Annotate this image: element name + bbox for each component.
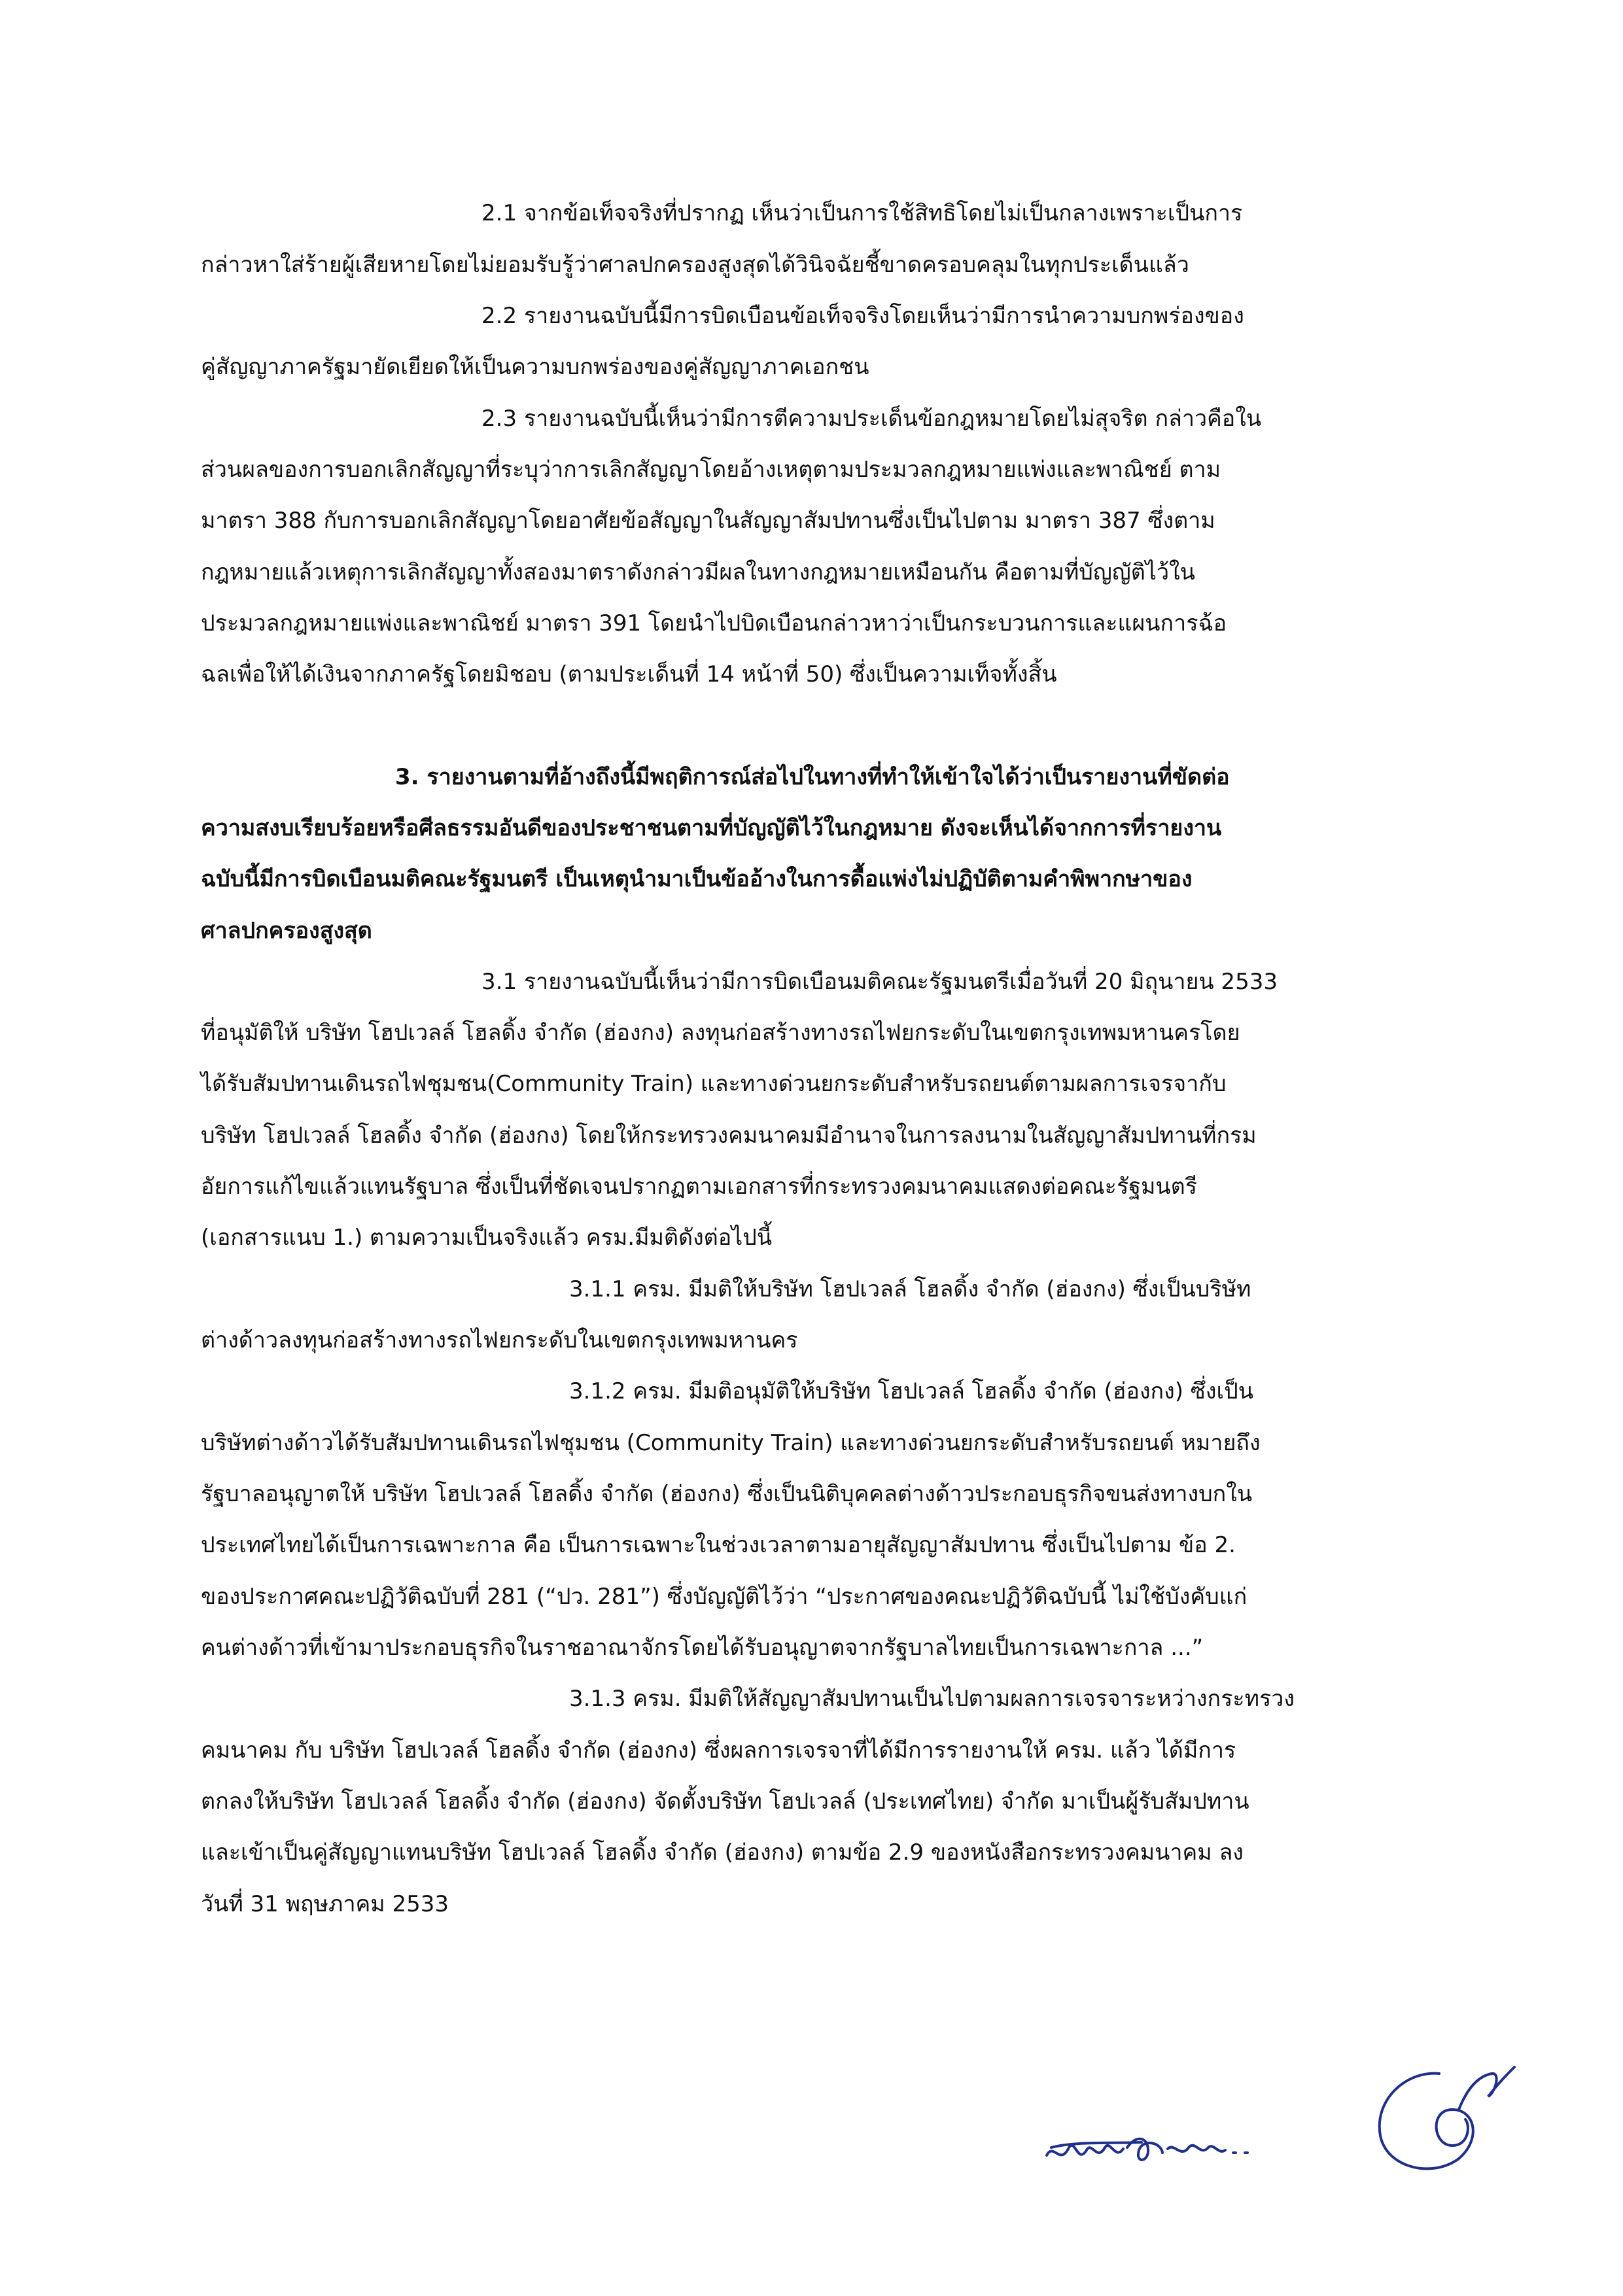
document-line: ประมวลกฎหมายแพ่งและพาณิชย์ มาตรา 391 โดยนำไปบิดเบือนกล่าวหาว่าเป็นกระบวนการและแผนการฉ้อ: [201, 610, 1227, 636]
document-line: ที่อนุมัติให้ บริษัท โฮปเวลล์ โฮลดิ้ง จำกัด (ฮ่องกง) ลงทุนก่อสร้างทางรถไฟยกระดับในเขตกรุงเทพมหานครโดย: [201, 1020, 1240, 1046]
document-line: ศาลปกครองสูงสุด: [201, 918, 372, 944]
document-line: 3.1 รายงานฉบับนี้เห็นว่ามีการบิดเบือนมติคณะรัฐมนตรีเมื่อวันที่ 20 มิถุนายน 2533: [481, 969, 1278, 995]
document-line: ฉลเพื่อให้ได้เงินจากภาครัฐโดยมิชอบ (ตามประเด็นที่ 14 หน้าที่ 50) ซึ่งเป็นความเท็จทั้งสิ้น: [201, 661, 1057, 687]
document-line: 3.1.1 ครม. มีมติให้บริษัท โฮปเวลล์ โฮลดิ้ง จำกัด (ฮ่องกง) ซึ่งเป็นบริษัท: [569, 1276, 1251, 1302]
document-line: ได้รับสัมปทานเดินรถไฟชุมชน(Community Train) และทางด่วนยกระดับสำหรับรถยนต์ตามผลการเจรจากับ: [201, 1071, 1227, 1097]
document-line: 2.1 จากข้อเท็จจริงที่ปรากฏ เห็นว่าเป็นการใช้สิทธิโดยไม่เป็นกลางเพราะเป็นการ: [481, 200, 1243, 226]
document-line: และเข้าเป็นคู่สัญญาแทนบริษัท โฮปเวลล์ โฮลดิ้ง จำกัด (ฮ่องกง) ตามข้อ 2.9 ของหนังสือกระทรวงคมนาคม ลง: [201, 1839, 1244, 1866]
document-line: มาตรา 388 กับการบอกเลิกสัญญาโดยอาศัยข้อสัญญาในสัญญาสัมปทานซึ่งเป็นไปตาม มาตรา 387 ซึ่งตาม: [201, 508, 1215, 534]
document-line: ตกลงให้บริษัท โฮปเวลล์ โฮลดิ้ง จำกัด (ฮ่องกง) จัดตั้งบริษัท โฮปเวลล์ (ประเทศไทย) จำกัด มาเป็นผู้รับสัมปทาน: [201, 1788, 1249, 1815]
document-line: วันที่ 31 พฤษภาคม 2533: [201, 1891, 449, 1917]
handwritten-signature: [1361, 2047, 1524, 2191]
document-line: 3.1.2 ครม. มีมติอนุมัติให้บริษัท โฮปเวลล์ โฮลดิ้ง จำกัด (ฮ่องกง) ซึ่งเป็น: [569, 1378, 1253, 1404]
document-line: 3. รายงานตามที่อ้างถึงนี้มีพฤติการณ์ส่อไปในทางที่ทำให้เข้าใจได้ว่าเป็นรายงานที่ขัดต่อ: [395, 764, 1230, 790]
handwritten-initials-signature: [1037, 2110, 1272, 2182]
document-line: 2.2 รายงานฉบับนี้มีการบิดเบือนข้อเท็จจริงโดยเห็นว่ามีการนำความบกพร่องของ: [481, 303, 1244, 329]
document-line: ต่างด้าวลงทุนก่อสร้างทางรถไฟยกระดับในเขตกรุงเทพมหานคร: [201, 1327, 798, 1353]
document-line: คมนาคม กับ บริษัท โฮปเวลล์ โฮลดิ้ง จำกัด (ฮ่องกง) ซึ่งผลการเจรจาที่ได้มีการรายงานให้ ครม. แล้ว ได้มีการ: [201, 1737, 1236, 1764]
document-line: ของประกาศคณะปฏิวัติฉบับที่ 281 (“ปว. 281”) ซึ่งบัญญัติไว้ว่า “ประกาศของคณะปฏิวัติฉบับนี้ ไม่ใช้บังคับแก่: [201, 1584, 1248, 1610]
document-line: บริษัท โฮปเวลล์ โฮลดิ้ง จำกัด (ฮ่องกง) โดยให้กระทรวงคมนาคมมีอำนาจในการลงนามในสัญญาสัมปทานที่กรม: [201, 1122, 1257, 1149]
document-line: (เอกสารแนบ 1.) ตามความเป็นจริงแล้ว ครม.มีมติดังต่อไปนี้: [201, 1225, 773, 1251]
document-line: ประเทศไทยได้เป็นการเฉพาะกาล คือ เป็นการเฉพาะในช่วงเวลาตามอายุสัญญาสัมปทาน ซึ่งเป็นไปตาม ข้อ 2.: [201, 1532, 1236, 1558]
document-line: อัยการแก้ไขแล้วแทนรัฐบาล ซึ่งเป็นที่ชัดเจนปรากฏตามเอกสารที่กระทรวงคมนาคมแสดงต่อคณะรัฐมนตรี: [201, 1174, 1197, 1200]
document-line: คนต่างด้าวที่เข้ามาประกอบธุรกิจในราชอาณาจักรโดยได้รับอนุญาตจากรัฐบาลไทยเป็นการเฉพาะกาล ...”: [201, 1635, 1204, 1661]
document-line: บริษัทต่างด้าวได้รับสัมปทานเดินรถไฟชุมชน (Community Train) และทางด่วนยกระดับสำหรับรถยนต์ หมายถึง: [201, 1430, 1261, 1456]
document-line: รัฐบาลอนุญาตให้ บริษัท โฮปเวลล์ โฮลดิ้ง จำกัด (ฮ่องกง) ซึ่งเป็นนิติบุคคลต่างด้าวประกอบธุรกิจขนส่งทางบกใน: [201, 1481, 1253, 1507]
document-line: ฉบับนี้มีการบิดเบือนมติคณะรัฐมนตรี เป็นเหตุนำมาเป็นข้ออ้างในการดื้อแพ่งไม่ปฏิบัติตามคำพิพากษาของ: [201, 866, 1193, 892]
document-line: ความสงบเรียบร้อยหรือศีลธรรมอันดีของประชาชนตามที่บัญญัติไว้ในกฎหมาย ดังจะเห็นได้จากการที่รายงาน: [201, 815, 1222, 841]
document-line: คู่สัญญาภาครัฐมายัดเยียดให้เป็นความบกพร่องของคู่สัญญาภาคเอกชน: [201, 354, 869, 380]
document-line: กล่าวหาใส่ร้ายผู้เสียหายโดยไม่ยอมรับรู้ว่าศาลปกครองสูงสุดได้วินิจฉัยชี้ขาดครอบคลุมในทุกประเด็นแล้ว: [201, 252, 1189, 278]
document-line: 2.3 รายงานฉบับนี้เห็นว่ามีการตีความประเด็นข้อกฎหมายโดยไม่สุจริต กล่าวคือใน: [481, 406, 1262, 432]
document-line: ส่วนผลของการบอกเลิกสัญญาที่ระบุว่าการเลิกสัญญาโดยอ้างเหตุตามประมวลกฎหมายแพ่งและพาณิชย์ ตาม: [201, 457, 1221, 483]
document-line: 3.1.3 ครม. มีมติให้สัญญาสัมปทานเป็นไปตามผลการเจรจาระหว่างกระทรวง: [569, 1686, 1295, 1712]
document-line: กฎหมายแล้วเหตุการเลิกสัญญาทั้งสองมาตราดังกล่าวมีผลในทางกฎหมายเหมือนกัน คือตามที่บัญญัติไว้ใน: [201, 559, 1195, 585]
